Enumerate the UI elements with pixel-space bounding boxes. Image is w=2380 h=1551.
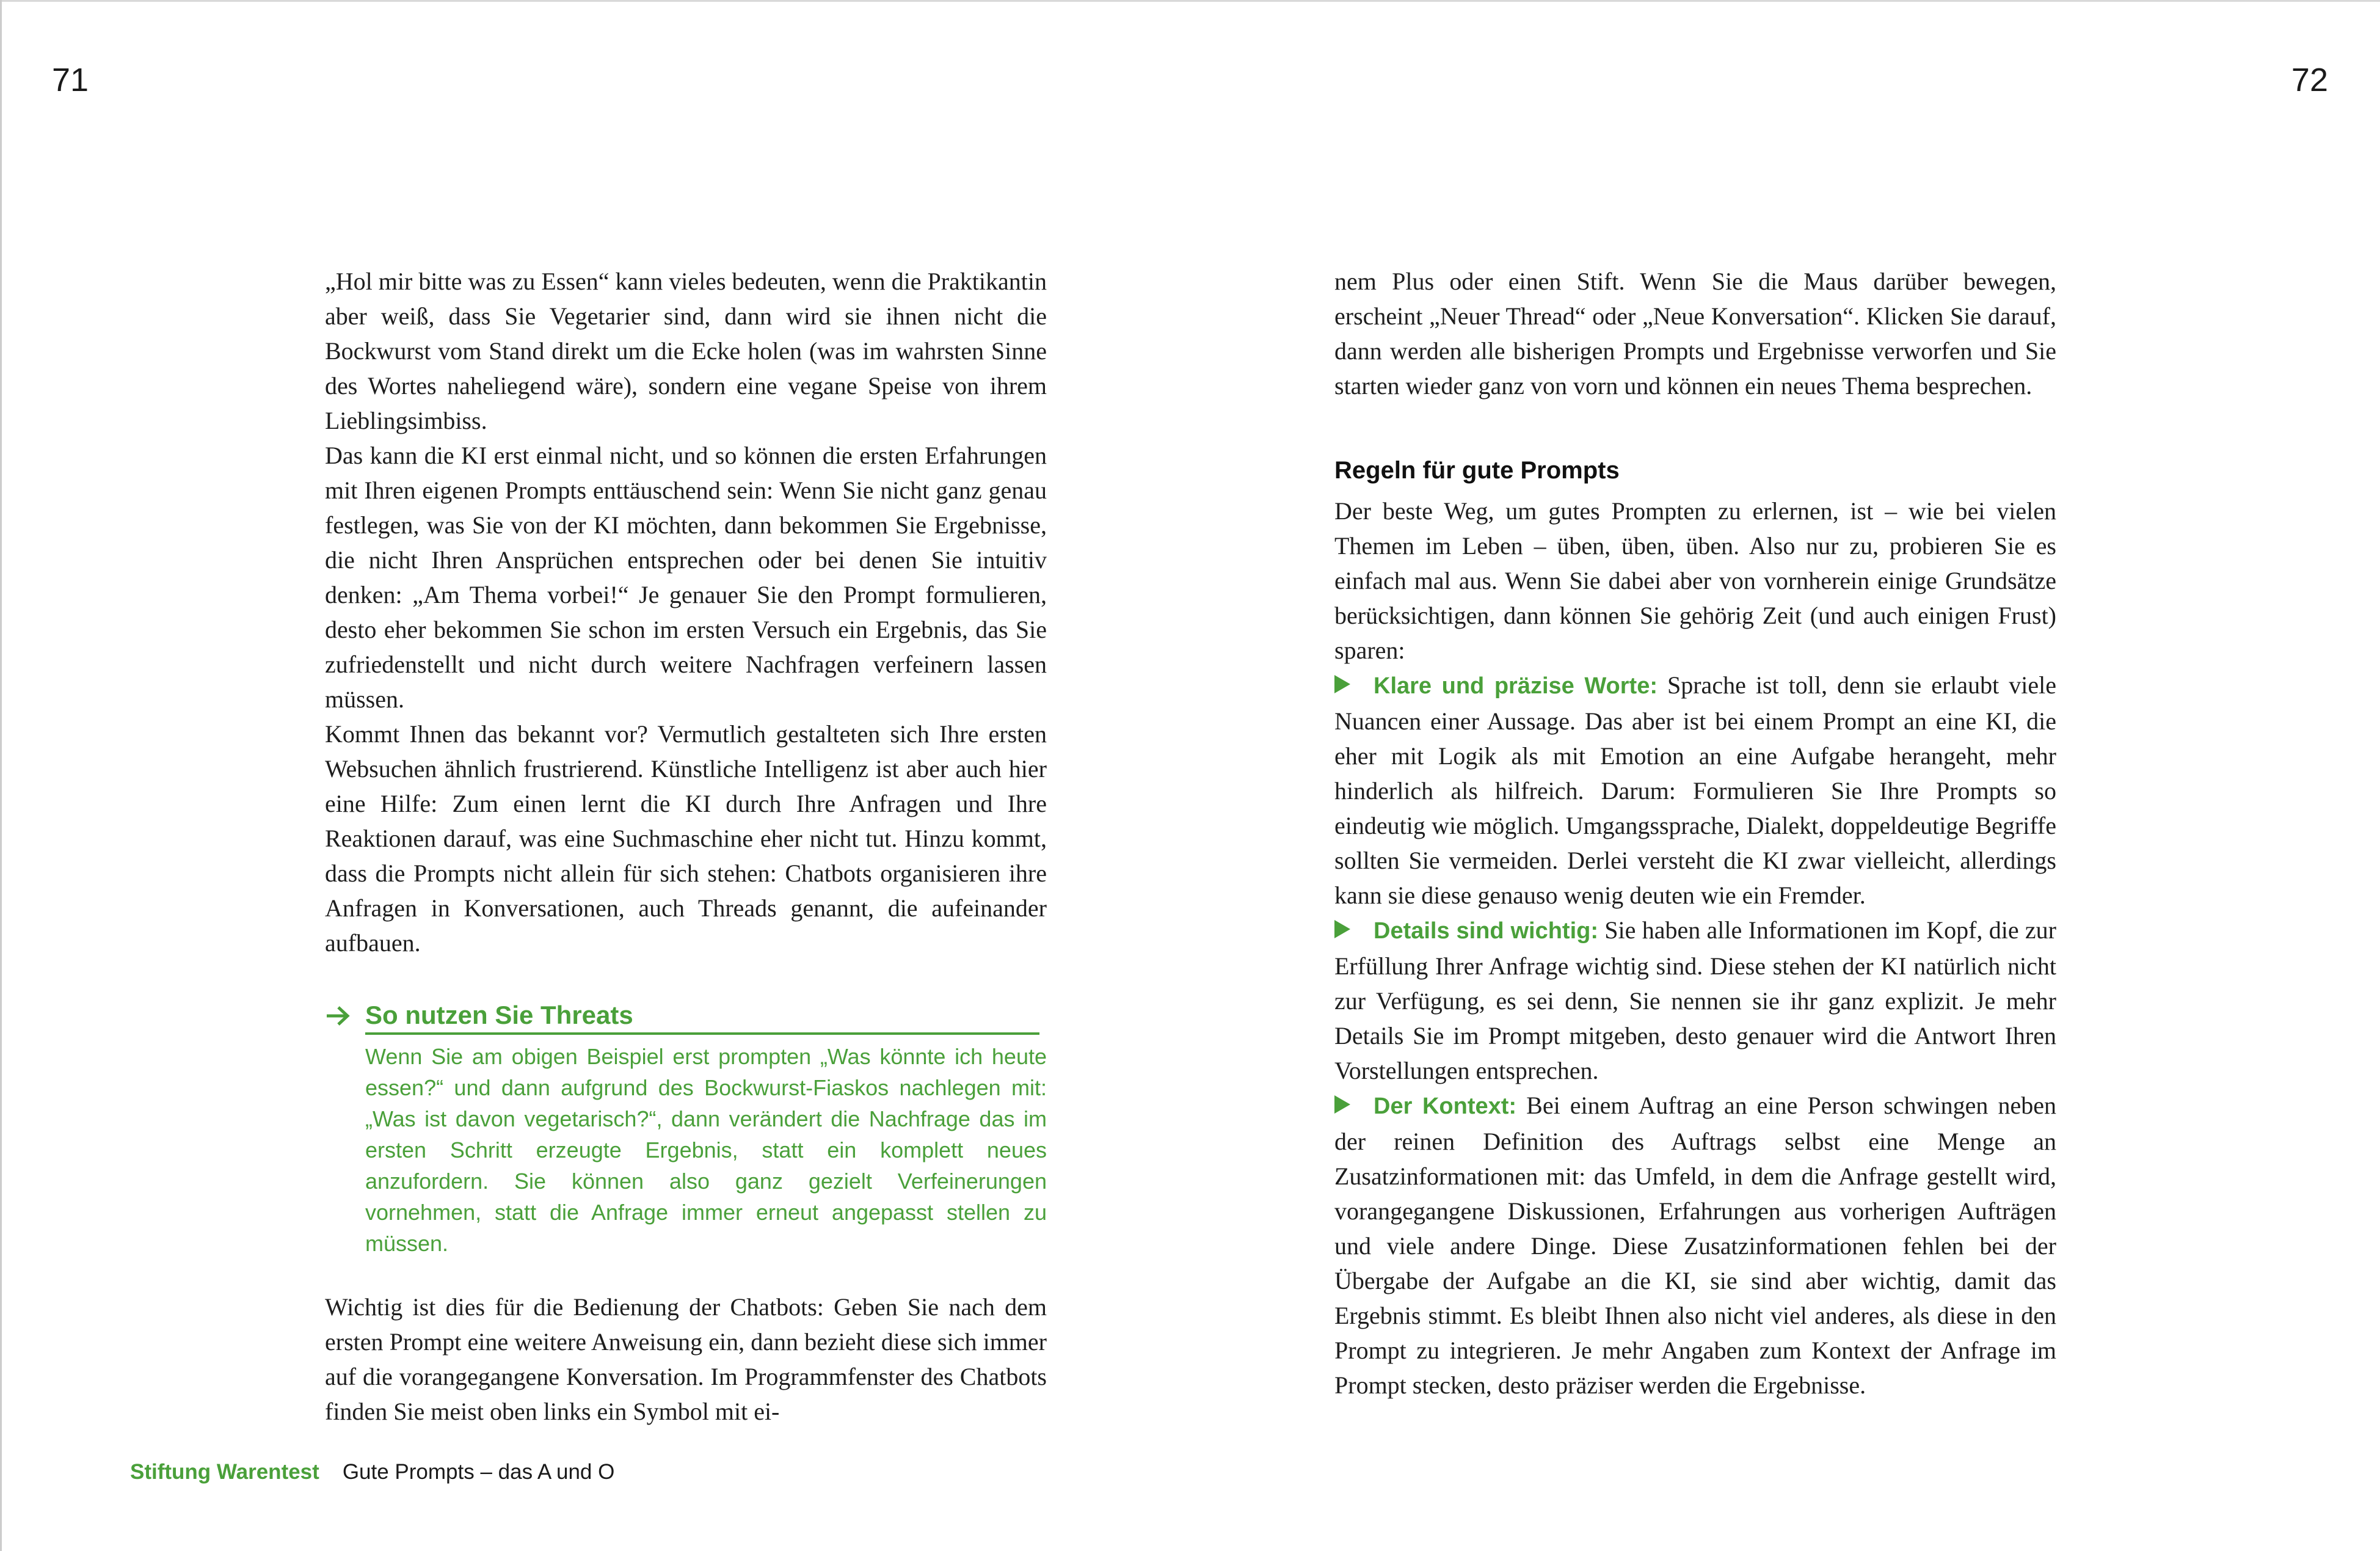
page-top-edge bbox=[0, 0, 2380, 2]
right-column bbox=[1334, 264, 2056, 1403]
triangle-bullet-icon bbox=[1334, 1095, 1350, 1114]
bullet-text: Bei einem Auftrag an eine Person schwingen neben der reinen Definition des Auftrags selbst eine Menge an Zusatzinformationen mit: das Umfeld, in dem die Anfrage gestellt wird, vorangegangene Diskussionen, Erfahrungen aus vorherigen Aufträgen und viele andere Dinge. Diese Zusatzinformationen fehlen bei der Übergabe der Aufgabe an die KI, sie sind aber wichtig, damit das Ergebnis stimmt. Es bleibt Ihnen also nicht viel anderes, als diese in den Prompt zu integrieren. Je mehr Angaben zum Kontext der Anfrage im Prompt stecken, desto präziser werden die Ergebnisse. bbox=[1334, 1092, 2056, 1399]
bullet-label: Details sind wichtig: bbox=[1374, 918, 1598, 944]
bullet-label: Klare und präzise Worte: bbox=[1374, 673, 1658, 699]
page-number-left: 71 bbox=[52, 62, 89, 98]
bullet-item bbox=[1334, 668, 2056, 913]
body-paragraph: Das kann die KI erst einmal nicht, und so können die ersten Erfahrungen mit Ihren eigenen Prompts enttäuschend sein: Wenn Sie nicht ganz genau festlegen, was Sie von der KI möchten, dann bekommen Sie Ergebnisse, die nicht Ihren Ansprüchen entsprechen oder bei denen Sie intuitiv denken: „Am Thema vorbei!“ Je genauer Sie den Prompt formulieren, desto eher bekommen Sie schon im ersten Versuch ein Ergebnis, das Sie zufriedenstellt und nicht durch weitere Nachfragen verfeinern lassen müssen. bbox=[325, 442, 1047, 713]
footer-brand: Stiftung Warentest bbox=[130, 1460, 319, 1484]
triangle-bullet-icon bbox=[1334, 675, 1350, 693]
tip-box-title: So nutzen Sie Threats bbox=[365, 1001, 633, 1029]
body-paragraph: Wichtig ist dies für die Bedienung der Chatbots: Geben Sie nach dem ersten Prompt eine weitere Anweisung ein, dann bezieht diese sich immer auf die vorangegangene Konversation. Im Programmfenster des Chatbots finden Sie meist oben links ein Symbol mit ei- bbox=[325, 1293, 1047, 1425]
body-paragraph: Kommt Ihnen das bekannt vor? Vermutlich gestalteten sich Ihre ersten Websuchen ähnlich frustrierend. Künstliche Intelligenz ist aber auch hier eine Hilfe: Zum einen lernt die KI durch Ihre Anfragen und Ihre Reaktionen darauf, was eine Suchmaschine eher nicht tut. Hinzu kommt, dass die Prompts nicht allein für sich stehen: Chatbots organisieren ihre Anfragen in Konversationen, auch Threads genannt, die aufeinander aufbauen. bbox=[325, 720, 1047, 957]
arrow-right-icon bbox=[325, 998, 352, 1041]
page-number-right: 72 bbox=[2291, 62, 2328, 98]
body-paragraph: nem Plus oder einen Stift. Wenn Sie die Maus darüber bewegen, erscheint „Neuer Thread“ oder „Neue Konversation“. Klicken Sie darauf, dann werden alle bisherigen Prompts und Ergebnisse verworfen und Sie starten wieder ganz von vorn und können ein neues Thema besprechen. bbox=[1334, 268, 2056, 400]
bullet-item bbox=[1334, 1088, 2056, 1403]
section-heading: Regeln für gute Prompts bbox=[1334, 457, 1620, 484]
tip-box-rule bbox=[365, 1032, 1039, 1035]
page-footer bbox=[130, 1457, 614, 1487]
bullet-label: Der Kontext: bbox=[1374, 1093, 1517, 1119]
left-column bbox=[325, 264, 1047, 1429]
body-paragraph: „Hol mir bitte was zu Essen“ kann vieles bedeuten, wenn die Praktikantin aber weiß, dass Sie Vegetarier sind, dann wird sie ihnen nicht die Bockwurst vom Stand direkt um die Ecke holen (was im wahrsten Sinne des Wortes naheliegend wäre), sondern eine vegane Speise von ihrem Lieblingsimbiss. bbox=[325, 268, 1047, 434]
page-left-edge bbox=[0, 0, 2, 1551]
tip-box-header bbox=[325, 998, 1047, 1032]
body-paragraph: Der beste Weg, um gutes Prompten zu erlernen, ist – wie bei vielen Themen im Leben – üben, üben, üben. Also nur zu, probieren Sie es einfach mal aus. Wenn Sie dabei aber von vornherein einige Grundsätze berücksichtigen, dann können Sie gehörig Zeit (und auch einigen Frust) sparen: bbox=[1334, 497, 2056, 664]
tip-box-text: Wenn Sie am obigen Beispiel erst prompten „Was könnte ich heute essen?“ und dann aufgrund des Bockwurst-Fiaskos nachlegen mit: „Was ist davon vegetarisch?“, dann verändert die Nachfrage das im ersten Schritt erzeugte Ergebnis, statt ein komplett neues anzufordern. Sie können also ganz gezielt Verfeinerungen vornehmen, statt die Anfrage immer erneut angepasst stellen zu müssen. bbox=[365, 1044, 1047, 1256]
tip-box bbox=[325, 998, 1047, 1259]
triangle-bullet-icon bbox=[1334, 920, 1350, 938]
footer-book-title: Gute Prompts – das A und O bbox=[342, 1460, 615, 1484]
bullet-item bbox=[1334, 913, 2056, 1088]
bullet-text: Sie haben alle Informationen im Kopf, die zur Erfüllung Ihrer Anfrage wichtig sind. Diese stehen der KI natürlich nicht zur Verfügung, es sei denn, Sie nennen sie ihr ganz explizit. Je mehr Details Sie im Prompt mitgeben, desto genauer wird die Antwort Ihren Vorstellungen entsprechen. bbox=[1334, 916, 2056, 1084]
bullet-text: Sprache ist toll, denn sie erlaubt viele Nuancen einer Aussage. Das aber ist bei einem Prompt an eine KI, die eher mit Logik als mit Emotion an eine Aufgabe herangeht, mehr hinderlich als hilfreich. Darum: Formulieren Sie Ihre Prompts so eindeutig wie möglich. Umgangssprache, Dialekt, doppeldeutige Begriffe sollten Sie vermeiden. Derlei versteht die KI zwar vielleicht, allerdings kann sie diese genauso wenig deuten wie ein Fremder. bbox=[1334, 671, 2056, 909]
